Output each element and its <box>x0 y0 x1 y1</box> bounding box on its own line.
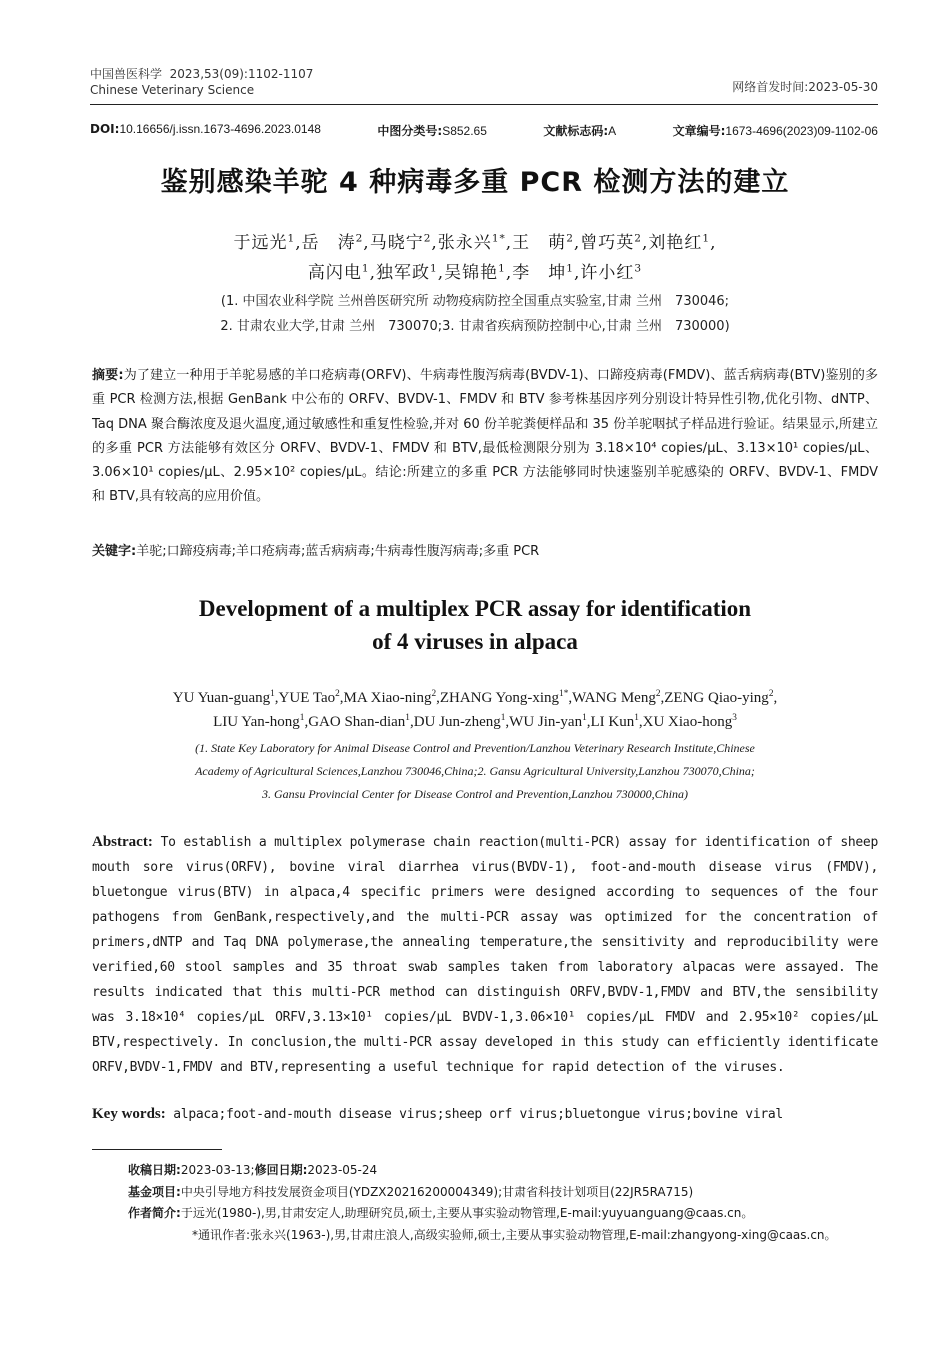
authors-en-line2: LIU Yan-hong$^1$,GAO Shan-dian$^1$,DU Jun-zheng$^1$,WU Jin-yan$^1$,LI Kun$^1$,XU Xiao-hong$^3$ <box>213 713 737 730</box>
affiliations-en-line2: Academy of Agricultural Sciences,Lanzhou 730046,China;2. Gansu Agricultural University,Lanzhou 730070,China; <box>195 764 755 778</box>
doi: DOI:10.16656/j.issn.1673-4696.2023.0148 <box>90 122 321 136</box>
keywords-en-label: Key words: <box>92 1106 166 1122</box>
affiliations-en-line1: (1. State Key Laboratory for Animal Disease Control and Prevention/Lanzhou Veterinary Research Institute,Chinese <box>195 741 755 755</box>
clc-number: 中图分类号:S852.65 <box>377 124 487 138</box>
title-en-line2: of 4 viruses in alpaca <box>372 629 578 654</box>
keywords-cn-text: 羊驼;口蹄疫病毒;羊口疮病毒;蓝舌病病毒;牛病毒性腹泻病毒;多重 PCR <box>136 544 540 559</box>
affiliations-en <box>0 737 950 806</box>
article-number: 文章编号:1673-4696(2023)09-1102-06 <box>672 124 878 138</box>
journal-name-cn: 中国兽医科学 <box>90 67 163 81</box>
authors-cn-line1: 于远光$^1$,岳 涛$^2$,马晓宁$^2$,张永兴$^{1*}$,王 萌$^2$,曾巧英$^2$,刘艳红$^1$, <box>233 232 717 253</box>
abstract-en <box>92 830 878 1080</box>
abstract-cn-label: 摘要: <box>92 368 124 383</box>
received-dates: 收稿日期:2023-03-13;修回日期:2023-05-24 <box>128 1163 378 1177</box>
title-cn: 鉴别感染羊驼 4 种病毒多重 PCR 检测方法的建立 <box>160 167 790 198</box>
journal-header <box>90 66 313 98</box>
document-code: 文献标志码:A <box>543 124 617 138</box>
volume-info: 2023,53(09):1102-1107 <box>169 67 314 81</box>
online-date: 网络首发时间:2023-05-30 <box>732 80 878 94</box>
authors-cn-line2: 高闪电$^1$,独军政$^1$,吴锦艳$^1$,李 坤$^1$,许小红$^3$ <box>307 262 643 283</box>
header-divider <box>90 104 878 105</box>
title-en <box>0 592 950 658</box>
abstract-en-label: Abstract: <box>92 834 153 850</box>
keywords-en-text: alpaca;foot-and-mouth disease virus;sheep orf virus;bluetongue virus;bovine viral <box>173 1107 783 1122</box>
keywords-cn <box>92 540 878 559</box>
footnote-divider <box>92 1149 222 1150</box>
title-en-line1: Development of a multiplex PCR assay for identification <box>198 596 752 621</box>
author-info: 作者简介:于远光(1980-),男,甘肃安定人,助理研究员,硕士,主要从事实验动物管理,E-mail:yuyuanguang@caas.cn。 <box>128 1206 754 1220</box>
affiliations-cn-line2: 2. 甘肃农业大学,甘肃 兰州 730070;3. 甘肃省疾病预防控制中心,甘肃 兰州 730000) <box>220 319 730 334</box>
affiliations-cn-line1: (1. 中国农业科学院 兰州兽医研究所 动物疫病防控全国重点实验室,甘肃 兰州 730046; <box>220 294 730 309</box>
corresponding-author: *通讯作者:张永兴(1963-),男,甘肃庄浪人,高级实验师,硕士,主要从事实验动物管理,E-mail:zhangyong-xing@caas.cn。 <box>192 1227 837 1242</box>
keywords-en <box>92 1106 878 1123</box>
footnotes <box>128 1160 878 1246</box>
journal-name-en: Chinese Veterinary Science <box>90 83 255 97</box>
authors-en-line1: YU Yuan-guang$^1$,YUE Tao$^2$,MA Xiao-ning$^2$,ZHANG Yong-xing$^{1*}$,WANG Meng$^2$,ZENG Qiao-ying$^2$, <box>172 689 778 706</box>
authors-en <box>0 686 950 734</box>
keywords-cn-label: 关键字: <box>92 544 137 559</box>
fund-info: 基金项目:中央引导地方科技发展资金项目(YDZX20216200004349);甘肃省科技计划项目(22JR5RA715) <box>128 1184 694 1199</box>
doi-line <box>90 122 878 139</box>
abstract-cn <box>92 364 878 510</box>
abstract-en-text: To establish a multiplex polymerase chain reaction(multi-PCR) assay for identification of sheep mouth sore virus(ORFV), bovine viral diarrhea virus(BVDV-1), foot-and-mouth disease virus (FMDV), bluetongue virus(BTV) in alpaca,4 specific primers were designed according to sequences of the four pathogens from GenBank,respectively,and the multi-PCR assay was optimized for the concentration of primers,dNTP and Taq DNA polymerase,the annealing temperature,the sensitivity and reproducibility were verified,60 stool samples and 35 throat swab samples taken from laboratory alpacas were assayed. The results indicated that this multi-PCR method can distinguish ORFV,BVDV-1,FMDV and BTV,the sensibility was 3.18×10⁴ copies/μL ORFV,3.13×10¹ copies/μL BVDV-1,3.06×10¹ copies/μL FMDV and 2.95×10² copies/μL BTV,respectively. In conclusion,the multi-PCR assay developed in this study can efficiently identificate ORFV,BVDV-1,FMDV and BTV,representing a useful technique for rapid detection of the viruses. <box>92 835 878 1075</box>
abstract-cn-text: 为了建立一种用于羊驼易感的羊口疮病毒(ORFV)、牛病毒性腹泻病毒(BVDV-1)、口蹄疫病毒(FMDV)、蓝舌病病毒(BTV)鉴别的多重 PCR 检测方法,根据 GenBank 中公布的 ORFV、BVDV-1、FMDV 和 BTV 参考株基因序列分别设计特异性引物,优化引物、dNTP、Taq DNA 聚合酶浓度及退火温度,通过敏感性和重复性检验,并对 60 份羊驼粪便样品和 35 份羊驼咽拭子样品进行验证。结果显示,所建立的多重 PCR 方法能够有效区分 ORFV、BVDV-1、FMDV 和 BTV,最低检测限分别为 3.18×10⁴ copies/μL、3.13×10¹ copies/μL、3.06×10¹ copies/μL、2.95×10² copies/μL。结论:所建立的多重 PCR 方法能够同时快速鉴别羊驼感染的 ORFV、BVDV-1、FMDV 和 BTV,具有较高的应用价值。 <box>92 368 879 505</box>
affiliations-en-line3: 3. Gansu Provincial Center for Disease Control and Prevention,Lanzhou 730000,China) <box>262 787 688 801</box>
